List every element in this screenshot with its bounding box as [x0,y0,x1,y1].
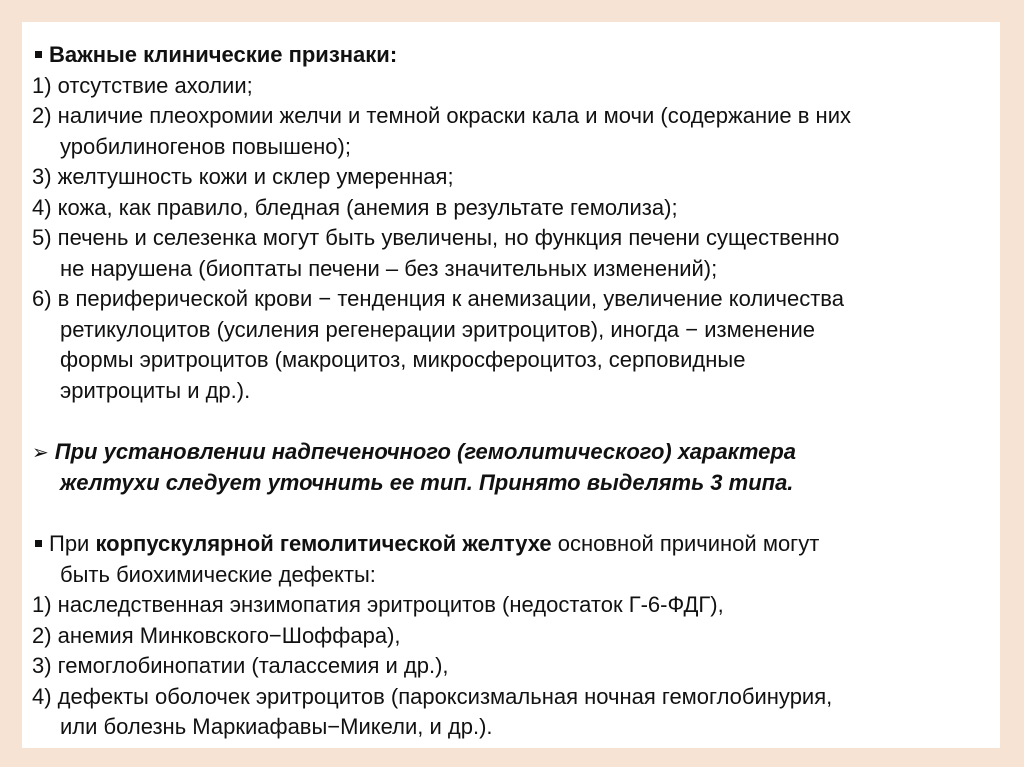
list-item: 6) в периферической крови − тенденция к анемизации, увеличение количества [32,286,844,311]
section3-line2: быть биохимические дефекты: [60,561,376,587]
list-item-continuation: эритроциты и др.). [60,377,251,403]
list-item: 1) отсутствие ахолии; [32,72,253,98]
square-bullet-icon [35,540,42,547]
section3-bold-term: корпускулярной гемолитической желтухе [95,531,552,556]
section3-suffix: основной причиной могут [551,531,820,556]
list-item-continuation: уробилиногенов повышено); [60,133,351,159]
list-item: 2) наличие плеохромии желчи и темной окраски кала и мочи (содержание в них [32,103,851,128]
arrow-bullet-icon: ➢ [32,441,49,464]
list-item: 4) дефекты оболочек эритроцитов (пароксизмальная ночная гемоглобинурия, [32,683,833,709]
list-item-continuation: не нарушена (биоптаты печени – без значительных изменений); [60,255,718,281]
section3-prefix: При [49,531,96,556]
section2-text-1: При установлении надпеченочного (гемолитического) характера [54,438,797,464]
slide [22,22,1000,748]
section1-heading-line [32,40,990,71]
list-item: 5) печень и селезенка могут быть увеличены, но функция печени существенно [32,225,840,250]
list-item-continuation: или болезнь Маркиафавы−Микели, и др.). [60,714,493,739]
list-item: 1) наследственная энзимопатия эритроцитов (недостаток Г-6-ФДГ), [32,592,724,617]
list-item: 3) гемоглобинопатии (талассемия и др.), [32,653,449,678]
spacer [32,499,990,530]
section2-line1 [32,437,990,469]
square-bullet-icon [35,51,42,58]
list-item: 4) кожа, как правило, бледная (анемия в результате гемолиза); [32,194,678,220]
section2-text-2: желтухи следует уточнить ее тип. Принято выделять 3 типа. [60,470,794,495]
list-item: 2) анемия Минковского−Шоффара), [32,622,401,648]
spacer [32,406,990,437]
list-item-continuation: ретикулоцитов (усиления регенерации эритроцитов), иногда − изменение [60,316,816,342]
section1-heading: Важные клинические признаки: [49,42,398,67]
list-item-continuation: формы эритроцитов (макроцитоз, микросфероцитоз, серповидные [60,347,746,372]
section3-line1 [32,529,990,560]
list-item: 3) желтушность кожи и склер умеренная; [32,164,454,189]
